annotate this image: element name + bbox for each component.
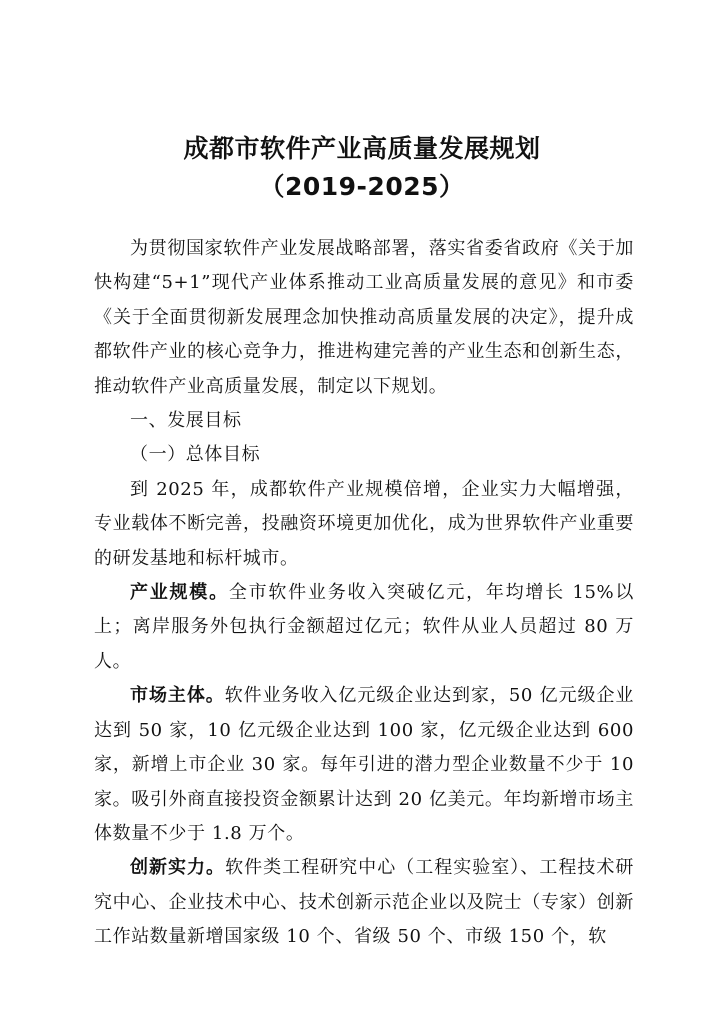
section-heading — [94, 404, 634, 438]
innovation-strength-paragraph — [94, 851, 634, 954]
paragraph-text: 软件类工程研究中心（工程实验室）、工程技术研究中心、企业技术中心、技术创新示范企业以及院士（专家）创新工作站数量新增国家级 10 个、省级 50 个、市级 150 个，软 — [94, 857, 634, 948]
paragraph-lead: 市场主体。 — [130, 685, 225, 707]
overall-goal-paragraph — [94, 473, 634, 576]
paragraph-text: 软件业务收入亿元级企业达到家，50 亿元级企业达到 50 家，10 亿元级企业达到 100 家，亿元级企业达到 600 家，新增上市企业 30 家。每年引进的潜力型企业数量不少于 10 家。吸引外商直接投资金额累计达到 20 亿美元。年均新增市场主体数量不少于 1.8 万个。 — [94, 685, 634, 844]
document-title: 成都市软件产业高质量发展规划 — [183, 134, 541, 163]
paragraph-text: 到 2025 年，成都软件产业规模倍增，企业实力大幅增强，专业载体不断完善，投融资环境更加优化，成为世界软件产业重要的研发基地和标杆城市。 — [94, 478, 634, 569]
industry-scale-paragraph — [94, 576, 634, 679]
heading-text: （一）总体目标 — [130, 444, 261, 466]
paragraph-lead: 产业规模。 — [130, 582, 229, 604]
document-body — [94, 232, 634, 955]
paragraph-lead: 创新实力。 — [130, 857, 226, 879]
market-entities-paragraph — [94, 679, 634, 851]
intro-paragraph — [94, 232, 634, 404]
heading-text: 一、发展目标 — [130, 410, 242, 432]
paragraph-text: 为贯彻国家软件产业发展战略部署，落实省委省政府《关于加快构建“5+1”现代产业体系推动工业高质量发展的意见》和市委《关于全面贯彻新发展理念加快推动高质量发展的决定》，提升成都软件产业的核心竞争力，推进构建完善的产业生态和创新生态，推动软件产业高质量发展，制定以下规划。 — [94, 238, 634, 397]
paragraph-text: 全市软件业务收入突破亿元，年均增长 15%以上；离岸服务外包执行金额超过亿元；软件从业人员超过 80 万人。 — [94, 582, 635, 672]
document-subtitle: （2019-2025） — [259, 172, 465, 201]
subsection-heading — [94, 438, 634, 472]
